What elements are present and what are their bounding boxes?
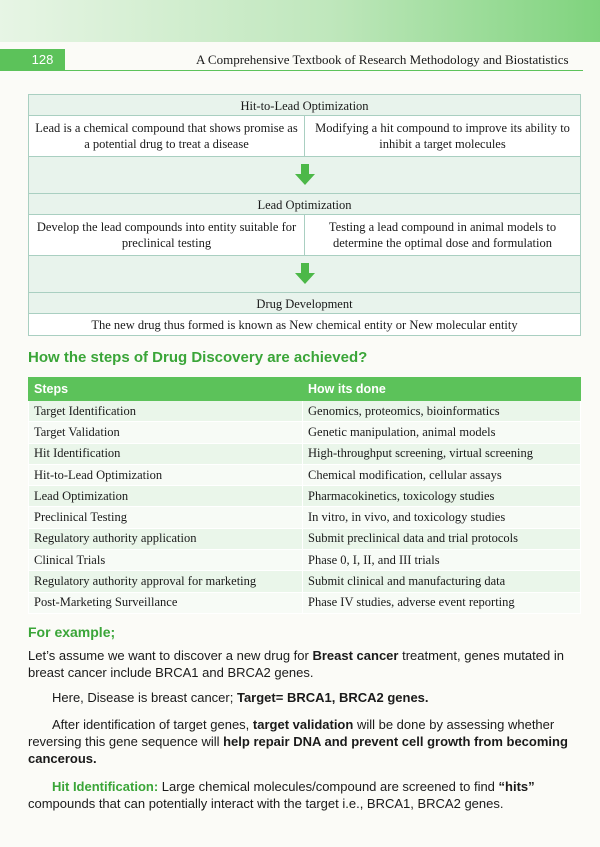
method-cell: Phase IV studies, adverse event reporting — [303, 592, 581, 613]
step-cell: Hit Identification — [29, 443, 303, 464]
down-arrow-icon — [294, 263, 316, 285]
flow-arrow-row — [28, 256, 581, 292]
table-row — [29, 464, 581, 485]
top-decorative-band — [0, 0, 600, 42]
column-header-how: How its done — [303, 378, 581, 401]
flow-arrow-row — [28, 157, 581, 193]
example-paragraph-4 — [28, 778, 581, 812]
table-row — [29, 528, 581, 549]
method-cell: High-throughput screening, virtual screening — [303, 443, 581, 464]
step-cell: Post-Marketing Surveillance — [29, 592, 303, 613]
flowchart — [28, 94, 581, 336]
down-arrow-icon — [294, 164, 316, 186]
table-row — [29, 443, 581, 464]
table-row — [29, 422, 581, 443]
emphasis-text: help repair DNA and prevent cell growth from becoming cancerous. — [28, 734, 568, 766]
stage-detail-left: Develop the lead compounds into entity suitable for preclinical testing — [36, 220, 297, 250]
table-row — [29, 571, 581, 592]
stage-details-lead-optimization — [28, 215, 581, 256]
example-paragraph-2 — [52, 689, 581, 706]
stage-detail-left: Lead is a chemical compound that shows promise as a potential drug to treat a disease — [35, 121, 298, 151]
stage-title-lead-optimization: Lead Optimization — [28, 193, 581, 215]
page-header — [0, 49, 600, 71]
text-run: Large chemical molecules/compound are screened to find — [158, 779, 499, 794]
table-row — [29, 401, 581, 422]
table-header-row — [29, 378, 581, 401]
text-run: Here, Disease is breast cancer; — [52, 690, 237, 705]
table-row — [29, 592, 581, 613]
section-heading: How the steps of Drug Discovery are achieved? — [28, 349, 368, 366]
stage-title-hit-to-lead: Hit-to-Lead Optimization — [28, 94, 581, 116]
example-heading: For example; — [28, 624, 116, 640]
step-cell: Clinical Trials — [29, 550, 303, 571]
table-row — [29, 550, 581, 571]
table-row — [29, 507, 581, 528]
book-title: A Comprehensive Textbook of Research Methodology and Biostatistics — [196, 52, 569, 67]
text-run: compounds that can potentially interact with the target i.e., BRCA1, BRCA2 genes. — [28, 796, 504, 811]
step-cell: Hit-to-Lead Optimization — [29, 464, 303, 485]
stage-detail-drug-development: The new drug thus formed is known as New chemical entity or New molecular entity — [28, 314, 581, 336]
method-cell: Submit preclinical data and trial protocols — [303, 528, 581, 549]
method-cell: Genetic manipulation, animal models — [303, 422, 581, 443]
table-row — [29, 486, 581, 507]
column-header-steps: Steps — [29, 378, 303, 401]
emphasis-text: target validation — [252, 717, 354, 732]
step-cell: Regulatory authority approval for marketing — [29, 571, 303, 592]
hit-identification-label: Hit Identification: — [52, 779, 159, 794]
step-cell: Preclinical Testing — [29, 507, 303, 528]
example-paragraph-3 — [28, 716, 581, 767]
header-rule — [65, 70, 583, 71]
step-cell: Target Identification — [29, 401, 303, 422]
text-run: treatment, genes mutated in breast cancer include BRCA1 and BRCA2 genes. — [28, 648, 564, 680]
method-cell: In vitro, in vivo, and toxicology studies — [303, 507, 581, 528]
stage-detail-right: Testing a lead compound in animal models to determine the optimal dose and formulation — [304, 215, 580, 255]
step-cell: Regulatory authority application — [29, 528, 303, 549]
method-cell: Submit clinical and manufacturing data — [303, 571, 581, 592]
stage-title-drug-development: Drug Development — [28, 292, 581, 314]
step-cell: Target Validation — [29, 422, 303, 443]
stage-detail-right: Modifying a hit compound to improve its ability to inhibit a target molecules — [304, 116, 580, 156]
method-cell: Chemical modification, cellular assays — [303, 464, 581, 485]
example-paragraph-1 — [28, 647, 581, 681]
drug-discovery-steps-table — [28, 377, 581, 614]
method-cell: Genomics, proteomics, bioinformatics — [303, 401, 581, 422]
method-cell: Phase 0, I, II, and III trials — [303, 550, 581, 571]
text-run: will be done by assessing whether reversing this gene sequence will — [28, 717, 555, 749]
page-number: 128 — [0, 49, 65, 71]
emphasis-text: Breast cancer — [312, 648, 399, 663]
emphasis-text: “hits” — [498, 779, 535, 794]
method-cell: Pharmacokinetics, toxicology studies — [303, 486, 581, 507]
text-run: After identification of target genes, — [52, 717, 253, 732]
stage-details-hit-to-lead — [28, 116, 581, 157]
emphasis-text: Target= BRCA1, BRCA2 genes. — [236, 690, 429, 705]
text-run: Let’s assume we want to discover a new drug for — [28, 648, 313, 663]
step-cell: Lead Optimization — [29, 486, 303, 507]
